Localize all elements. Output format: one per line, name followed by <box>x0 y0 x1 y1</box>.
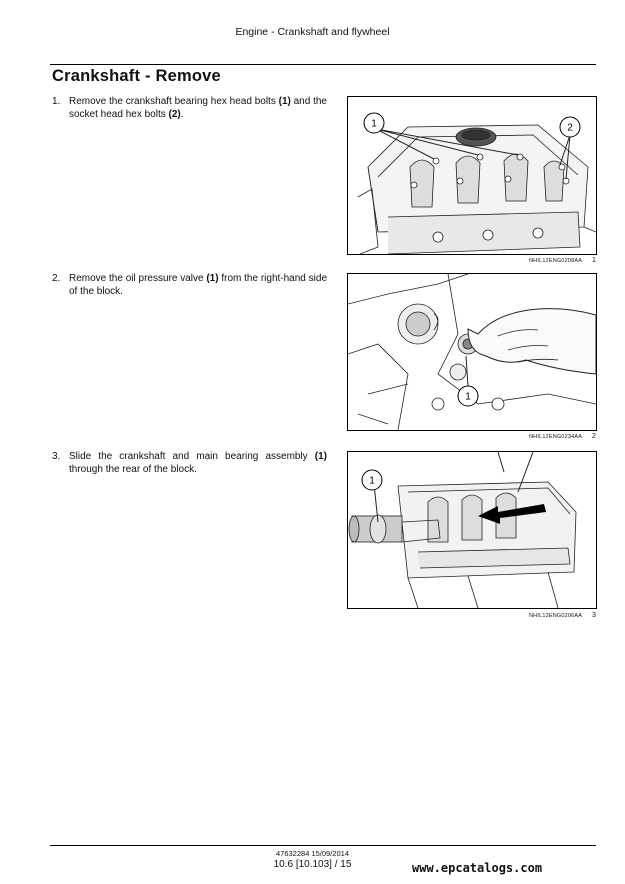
callout-1: 1 <box>465 391 471 403</box>
document-id: 47632284 15/09/2014 <box>276 849 349 858</box>
figure-2-image <box>347 273 597 431</box>
figure-3-number: 3 <box>592 612 596 619</box>
figure-1-number: 1 <box>592 257 596 264</box>
step-number: 2. <box>52 273 61 284</box>
figure-3-image <box>347 451 597 609</box>
figure-2-number: 2 <box>592 433 596 440</box>
running-header: Engine - Crankshaft and flywheel <box>235 26 390 38</box>
step-3 <box>52 450 327 476</box>
section-title: Crankshaft - Remove <box>52 67 221 85</box>
watermark-text: www.epcatalogs.com <box>412 861 543 875</box>
header-rule <box>50 64 596 65</box>
page-number: 10.6 [10.103] / 15 <box>273 859 352 870</box>
callout-1: 1 <box>371 118 377 130</box>
step-1 <box>52 95 327 121</box>
figure-3-code: NHIL12ENG0206AA <box>529 613 583 619</box>
callout-1: 1 <box>369 475 375 487</box>
step-number: 3. <box>52 451 61 462</box>
step-2 <box>52 272 327 298</box>
step-text: Slide the crankshaft and main bearing assembly (1) through the rear of the block. <box>69 451 327 475</box>
step-text: Remove the crankshaft bearing hex head bolts (1) and the socket head hex bolts (2). <box>69 96 327 120</box>
step-number: 1. <box>52 96 61 107</box>
footer-rule <box>50 845 596 846</box>
step-text: Remove the oil pressure valve (1) from the right-hand side of the block. <box>69 273 328 297</box>
figure-2-code: NHIL12ENG0234AA <box>529 434 583 440</box>
figure-1-image <box>347 96 597 255</box>
callout-2: 2 <box>567 122 573 134</box>
figure-1-code: NHIL12ENG0208AA <box>529 258 583 264</box>
